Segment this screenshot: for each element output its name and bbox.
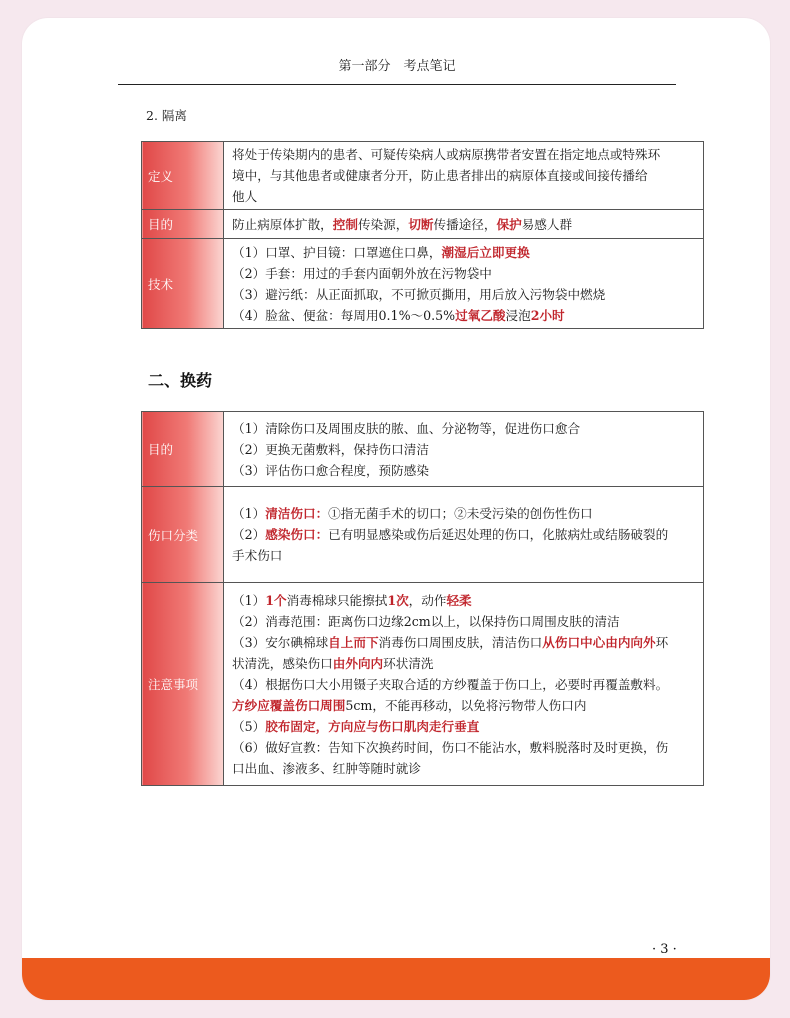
table-row: [142, 210, 704, 239]
page-header: 第一部分 考点笔记: [118, 52, 676, 85]
table-row: [142, 412, 704, 487]
body-text: （1）: [232, 506, 266, 521]
row-label-definition: 定义: [142, 142, 224, 210]
content-line: [232, 758, 695, 779]
content-line: [232, 695, 695, 716]
body-text: （4）根据伤口大小用镊子夹取合适的方纱覆盖于伤口上，必要时再覆盖敷料。: [232, 676, 669, 692]
row-label-technique: 技术: [142, 239, 224, 329]
table-row: [142, 239, 704, 329]
content-line: [232, 737, 695, 758]
body-text: 传染源，: [357, 216, 409, 232]
section-title-dressing: 二、换药: [148, 371, 213, 390]
table-row: [142, 487, 704, 583]
highlight-text: 控制: [332, 216, 358, 232]
content-line: [232, 284, 695, 305]
body-text: （2）手套：用过的手套内面朝外放在污物袋中: [232, 265, 492, 281]
content-line: [232, 460, 695, 481]
highlight-text: 感染伤口：: [265, 527, 329, 542]
row-label-purpose: 目的: [142, 210, 224, 239]
section-title-isolation: 2. 隔离: [146, 108, 187, 123]
highlight-text: 1次: [387, 592, 409, 608]
content-line: [232, 165, 695, 186]
body-text: 口出血、渗液多、红肿等随时就诊: [232, 760, 421, 776]
body-text: 将处于传染期内的患者、可疑传染病人或病原携带者安置在指定地点或特殊环: [232, 147, 661, 162]
body-text: ①指无菌手术的切口；②未受污染的创伤性伤口: [328, 506, 593, 521]
row-content: [224, 487, 704, 583]
row-content: [224, 142, 704, 210]
content-line: [232, 305, 695, 326]
highlight-text: 自上而下: [328, 634, 379, 650]
content-line: [232, 503, 695, 524]
highlight-text: 过氧乙酸: [455, 307, 506, 323]
body-text: （4）脸盆、便盆：每周用0.1%～0.5%: [232, 307, 456, 323]
body-text: 已有明显感染或伤后延迟处理的伤口，化脓病灶或结肠破裂的: [328, 527, 669, 542]
highlight-text: 2小时: [530, 307, 565, 323]
body-text: 手术伤口: [232, 548, 283, 563]
content-line: [232, 545, 695, 566]
content-line: [232, 144, 695, 165]
highlight-text: 方纱应覆盖伤口周围: [232, 697, 346, 713]
body-text: （1）口罩、护目镜：口罩遮住口鼻，: [232, 244, 442, 260]
content-line: [232, 716, 695, 737]
content-line: [232, 590, 695, 611]
body-text: 消毒棉球只能擦拭: [286, 592, 388, 608]
highlight-text: 由外向内: [332, 655, 384, 671]
document-page: [22, 18, 770, 1000]
highlight-text: 清洁伤口：: [265, 506, 329, 521]
body-text: 易感人群: [521, 216, 573, 232]
body-text: （1）清除伤口及周围皮肤的脓、血、分泌物等，促进伤口愈合: [232, 420, 581, 436]
bottom-accent-bar: [22, 958, 770, 1000]
content-line: [232, 263, 695, 284]
highlight-text: 轻柔: [446, 592, 472, 608]
row-label-purpose: 目的: [142, 412, 224, 487]
content-line: [232, 418, 695, 439]
body-text: （2）: [232, 527, 266, 542]
highlight-text: 切断: [408, 216, 434, 232]
body-text: （3）安尔碘棉球: [232, 634, 329, 650]
body-text: ，动作: [408, 592, 447, 608]
table-row: [142, 583, 704, 786]
body-text: 状清洗，感染伤口: [232, 655, 333, 671]
highlight-text: 从伤口中心由内向外: [542, 634, 656, 650]
dressing-table: [141, 411, 704, 786]
body-text: （2）更换无菌敷料，保持伤口清洁: [232, 441, 429, 457]
body-text: （1）: [232, 592, 266, 608]
body-text: （2）消毒范围：距离伤口边缘2cm以上，以保持伤口周围皮肤的清洁: [232, 613, 620, 629]
body-text: 环: [655, 634, 669, 650]
row-content: [224, 210, 704, 239]
body-text: 环状清洗: [383, 655, 434, 671]
row-label-wound-classification: 伤口分类: [142, 487, 224, 583]
body-text: 境中，与其他患者或健康者分开，防止患者排出的病原体直接或间接传播给: [232, 168, 648, 183]
content-line: [232, 214, 695, 235]
body-text: 传播途径，: [433, 216, 497, 232]
body-text: 防止病原体扩散，: [232, 216, 333, 232]
content-line: [232, 439, 695, 460]
highlight-text: 1个: [265, 592, 287, 608]
highlight-text: 潮湿后立即更换: [441, 244, 530, 260]
content-line: [232, 524, 695, 545]
body-text: （5）: [232, 718, 266, 734]
body-text: （3）评估伤口愈合程度，预防感染: [232, 462, 429, 478]
body-text: 浸泡: [505, 307, 531, 323]
highlight-text: 保护: [496, 216, 522, 232]
row-content: [224, 412, 704, 487]
content-line: [232, 674, 695, 695]
isolation-table: [141, 141, 704, 329]
content-line: [232, 186, 695, 207]
page-number: · 3 ·: [652, 942, 677, 957]
row-content: [224, 239, 704, 329]
body-text: 5cm，不能再移动，以免将污物带人伤口内: [345, 697, 587, 713]
content-line: [232, 653, 695, 674]
body-text: 他人: [232, 189, 258, 204]
highlight-text: 胶布固定，方向应与伤口肌肉走行垂直: [265, 718, 480, 734]
row-content: [224, 583, 704, 786]
content-line: [232, 632, 695, 653]
body-text: （6）做好宣教：告知下次换药时间，伤口不能沾水，敷料脱落时及时更换，伤: [232, 739, 669, 755]
content-line: [232, 611, 695, 632]
row-label-precautions: 注意事项: [142, 583, 224, 786]
table-row: [142, 142, 704, 210]
body-text: 消毒伤口周围皮肤，清洁伤口: [378, 634, 543, 650]
body-text: （3）避污纸：从正面抓取，不可掀页撕用，用后放入污物袋中燃烧: [232, 286, 606, 302]
content-line: [232, 242, 695, 263]
